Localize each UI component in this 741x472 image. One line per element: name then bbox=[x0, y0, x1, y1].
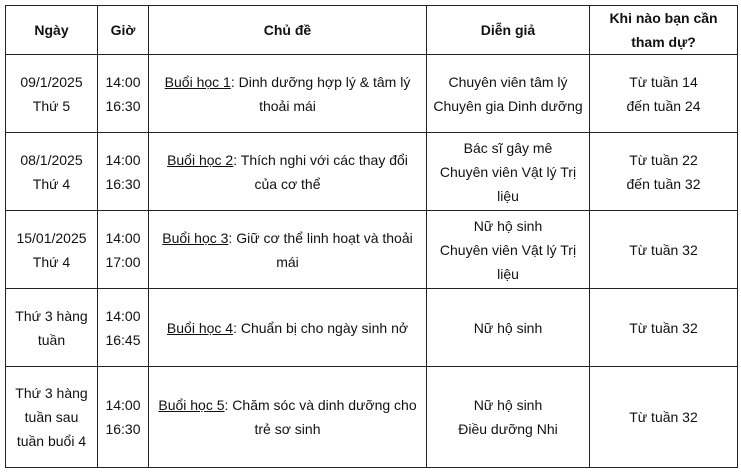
table-row bbox=[6, 211, 738, 289]
when-cell: Từ tuần 14 đến tuần 24 bbox=[590, 55, 738, 133]
time-cell: 14:00 16:45 bbox=[98, 289, 149, 367]
time-cell: 14:00 16:30 bbox=[98, 133, 149, 211]
header-date: Ngày bbox=[6, 6, 98, 55]
when-cell: Từ tuần 32 bbox=[590, 211, 738, 289]
header-when: Khi nào bạn cần tham dự? bbox=[590, 6, 738, 55]
header-topic: Chủ đề bbox=[149, 6, 427, 55]
header-speaker: Diễn giả bbox=[427, 6, 590, 55]
session-label: Buổi học 1 bbox=[164, 73, 231, 90]
session-label: Buổi học 5 bbox=[158, 397, 225, 413]
speaker-cell: Nữ hộ sinh Điều dưỡng Nhi bbox=[427, 367, 590, 468]
header-time: Giờ bbox=[98, 6, 149, 55]
when-cell: Từ tuần 22 đến tuần 32 bbox=[590, 133, 738, 211]
date-cell: Thứ 3 hàng tuần bbox=[6, 289, 98, 367]
speaker-cell: Chuyên viên tâm lý Chuyên gia Dinh dưỡng bbox=[427, 55, 590, 133]
topic-cell: Buổi học 2: Thích nghi với các thay đổi của cơ thể bbox=[149, 133, 427, 211]
schedule-table bbox=[5, 5, 738, 468]
table-row bbox=[6, 289, 738, 367]
date-cell: 08/1/2025 Thứ 4 bbox=[6, 133, 98, 211]
topic-cell: Buổi học 5: Chăm sóc và dinh dưỡng cho trẻ sơ sinh bbox=[149, 367, 427, 468]
session-label: Buổi học 4 bbox=[166, 319, 234, 336]
time-cell: 14:00 16:30 bbox=[98, 367, 149, 468]
header-row bbox=[6, 6, 738, 55]
speaker-cell: Nữ hộ sinh Chuyên viên Vật lý Trị liệu bbox=[427, 211, 590, 289]
table-row bbox=[6, 367, 738, 468]
session-label: Buổi học 2 bbox=[167, 151, 234, 168]
date-cell: Thứ 3 hàng tuần sau tuần buổi 4 bbox=[6, 367, 98, 468]
table-row bbox=[6, 133, 738, 211]
speaker-cell: Bác sĩ gây mê Chuyên viên Vật lý Trị liệu bbox=[427, 133, 590, 211]
time-cell: 14:00 16:30 bbox=[98, 55, 149, 133]
session-label: Buổi học 3 bbox=[162, 229, 229, 246]
table-row bbox=[6, 55, 738, 133]
when-cell: Từ tuần 32 bbox=[590, 289, 738, 367]
topic-cell: Buổi học 3: Giữ cơ thể linh hoạt và thoải mái bbox=[149, 211, 427, 289]
topic-cell: Buổi học 4: Chuẩn bị cho ngày sinh nở bbox=[149, 289, 427, 367]
when-cell: Từ tuần 32 bbox=[590, 367, 738, 468]
speaker-cell: Nữ hộ sinh bbox=[427, 289, 590, 367]
date-cell: 09/1/2025 Thứ 5 bbox=[6, 55, 98, 133]
topic-cell: Buổi học 1: Dinh dưỡng hợp lý & tâm lý thoải mái bbox=[149, 55, 427, 133]
time-cell: 14:00 17:00 bbox=[98, 211, 149, 289]
date-cell: 15/01/2025 Thứ 4 bbox=[6, 211, 98, 289]
